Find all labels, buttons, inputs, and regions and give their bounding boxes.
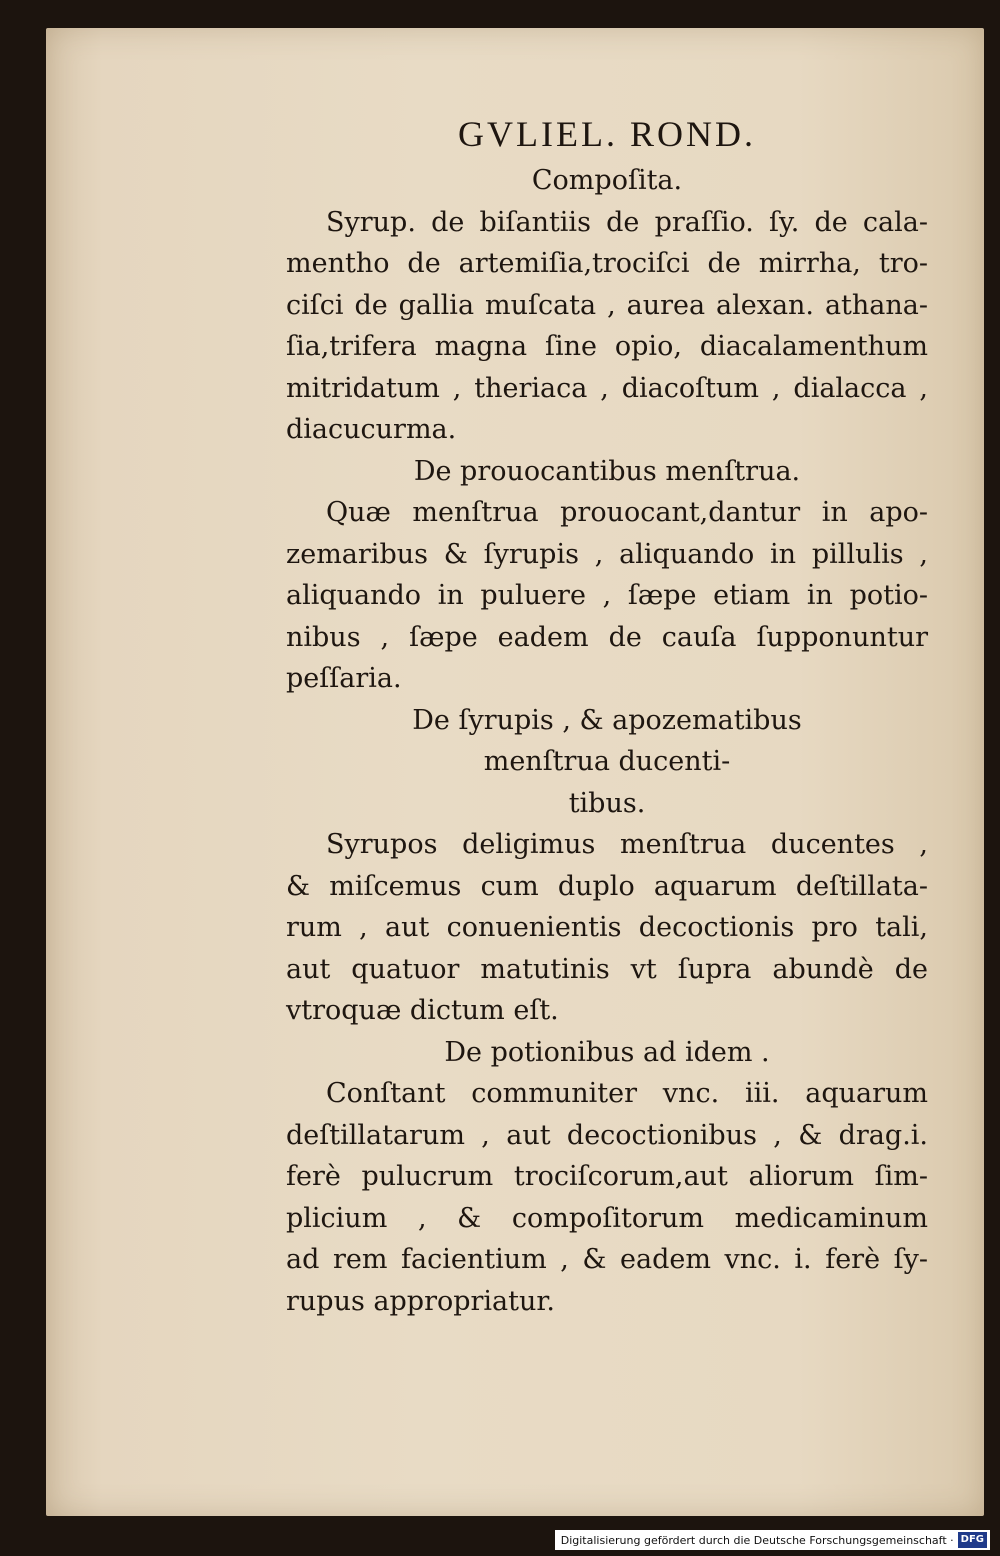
text-line: zemaribus & ſyrupis , aliquando in pillulis ,	[286, 538, 928, 570]
section-heading: De prouocantibus menſtrua.	[413, 455, 801, 487]
text-line: rum , aut conuenientis decoctionis pro tali,	[286, 912, 928, 943]
credit-text: Digitalisierung gefördert durch die Deutsche Forschungsgemeinschaft ·	[560, 1533, 954, 1547]
text-line: peſſaria.	[286, 663, 402, 694]
text-line: Quæ menſtrua prouocant,dantur in apo-	[326, 497, 928, 528]
running-header: GVLIEL. ROND.	[458, 114, 756, 154]
text-line: Syrupos deligimus menſtrua ducentes ,	[326, 829, 928, 860]
text-line: ſia,trifera magna ſine opio, diacalamenthum	[286, 331, 928, 362]
text-line: plicium , & compoſitorum medicaminum	[286, 1202, 928, 1234]
section-heading: Compoſita.	[531, 165, 683, 196]
page-text	[286, 108, 928, 1322]
text-line: mitridatum , theriaca , diacoſtum , dialacca ,	[286, 372, 928, 404]
text-line: rupus appropriatur.	[286, 1285, 555, 1317]
text-line: deſtillatarum , aut decoctionibus , & drag.i.	[286, 1119, 928, 1151]
text-line: ciſci de gallia muſcata , aurea alexan. athana-	[286, 289, 928, 321]
text-line: ferè pulucrum trociſcorum,aut aliorum ſim-	[286, 1161, 928, 1192]
text-line: diacucurma.	[286, 414, 457, 445]
text-line: aliquando in puluere , ſæpe etiam in potio-	[286, 580, 928, 611]
text-line: vtroquæ dictum eſt.	[286, 995, 559, 1026]
text-line: Conſtant communiter vnc. iii. aquarum	[326, 1078, 928, 1109]
text-line: nibus , ſæpe eadem de cauſa ſupponuntur	[286, 621, 928, 653]
digitization-credit	[555, 1530, 990, 1550]
section-heading: menſtrua ducenti-	[483, 746, 731, 777]
text-line: Syrup. de biſantiis de praſſio. ſy. de cala-	[326, 206, 928, 238]
text-line: mentho de artemiſia,trociſci de mirrha, tro-	[286, 248, 928, 279]
section-heading: De potionibus ad idem .	[444, 1036, 770, 1068]
text-lines	[286, 160, 928, 1322]
text-line: ad rem facientium , & eadem vnc. i. ferè ſy-	[286, 1244, 928, 1275]
section-heading: De ſyrupis , & apozematibus	[412, 704, 802, 736]
text-line: & miſcemus cum duplo aquarum deſtillata-	[286, 870, 928, 902]
section-heading: tibus.	[568, 787, 646, 819]
text-line: aut quatuor matutinis vt ſupra abundè de	[286, 953, 928, 985]
dfg-logo: DFG	[958, 1532, 987, 1548]
